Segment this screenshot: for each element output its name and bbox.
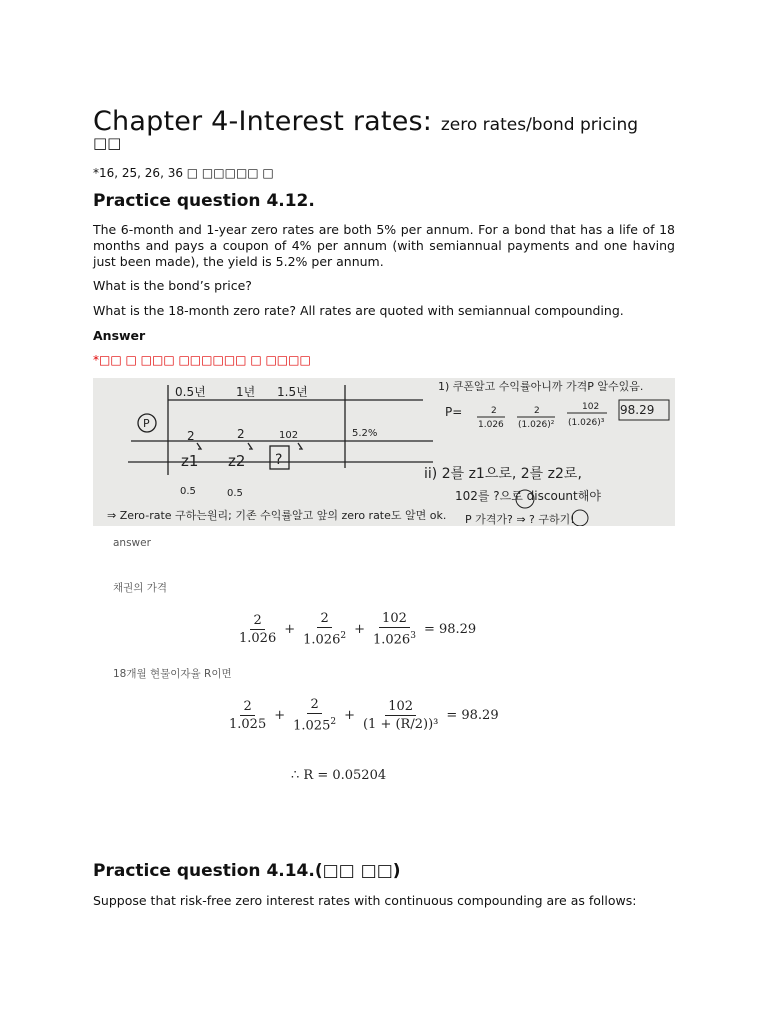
chapter-title-main: Chapter 4-Interest rates: <box>93 106 441 137</box>
caption-answer: answer <box>113 537 151 549</box>
svg-text:1.026: 1.026 <box>478 420 504 430</box>
formula1-result: = 98.29 <box>423 621 477 637</box>
hw-z2-value: 0.5 <box>227 488 243 499</box>
hw-yield: 5.2% <box>352 428 378 439</box>
formula2-term-1: $\frac{2}{1.025}$ <box>229 698 267 732</box>
chapter-title-line2: □□ <box>93 134 122 152</box>
zero-rate-result: ∴ R = 0.05204 <box>291 768 387 783</box>
hw-header-2: 1년 <box>236 385 256 399</box>
hw-right-line4: P 가격가? ⇒ ? 구하기! <box>465 513 575 526</box>
red-note: *□□ □ □□□ □□□□□□ □ □□□□ <box>93 353 311 367</box>
formula1-term-1: $\frac{2}{1.026}$ <box>239 612 277 646</box>
formula2-result: = 98.29 <box>446 707 499 723</box>
caption-bond-price: 채권의 가격 <box>113 582 168 594</box>
formula2-term-2: $\frac{2}{1.025^2}$ <box>293 697 337 734</box>
hw-coupon-2: 2 <box>237 427 245 441</box>
hw-header-3: 1.5년 <box>277 385 308 399</box>
hw-right-line1: 1) 쿠폰알고 수익률아니까 가격P 알수있음. <box>438 380 644 393</box>
formula1-term-3: $\frac{102}{1.026^3}$ <box>372 611 416 648</box>
hw-right-formula-result: 98.29 <box>620 403 655 417</box>
caption-zero-rate: 18개월 현물이자율 R이면 <box>113 668 232 680</box>
answer-label: Answer <box>93 328 146 343</box>
question-paragraph-zero-rate: What is the 18-month zero rate? All rates are quoted with semiannual compounding. <box>93 303 624 318</box>
bond-price-formula: $\frac{2}{1.026}$ + $\frac{2}{1.026^2}$ + $\frac{102}{1.026^3}$ = 98.29 <box>239 611 477 648</box>
hw-header-1: 0.5년 <box>175 385 206 399</box>
chapter-title-sub: zero rates/bond pricing <box>440 115 639 135</box>
handwritten-notes-image <box>93 378 675 526</box>
hw-z2: z2 <box>228 452 246 470</box>
formula1-term-2: $\frac{2}{1.026^2}$ <box>303 611 347 648</box>
svg-text:2: 2 <box>534 406 540 416</box>
svg-text:(1.026)²: (1.026)² <box>518 420 555 430</box>
hw-right-line3: 102를 ?으로 discount해야 <box>455 489 601 503</box>
question-paragraph: The 6-month and 1-year zero rates are both 5% per annum. For a bond that has a life of 18 months and pays a coupon of 4% per annum (with semiannual payments and one having just been made), the yield is 5.2% per annum. <box>93 222 675 269</box>
question-paragraph-price: What is the bond’s price? <box>93 278 252 293</box>
question-4-14-paragraph: Suppose that risk-free zero interest rates with continuous compounding are as follows: <box>93 893 637 908</box>
question-heading-4-12: Practice question 4.12. <box>93 191 315 211</box>
hw-z1: z1 <box>181 452 199 470</box>
svg-text:102: 102 <box>582 402 600 412</box>
chapter-title <box>93 100 675 138</box>
hw-coupon-3: 102 <box>279 430 299 441</box>
svg-text:(1.026)³: (1.026)³ <box>568 418 605 428</box>
svg-text:2: 2 <box>491 406 497 416</box>
hw-right-formula-label: P= <box>445 405 463 419</box>
hw-bottom-note: ⇒ Zero-rate 구하는원리; 기존 수익률알고 앞의 zero rate도 알면 ok. <box>107 509 447 522</box>
formula2-term-3: $\frac{102}{\text{(1 + (R/2))³}}$ <box>362 698 439 732</box>
question-heading-4-14: Practice question 4.14.(□□ □□) <box>93 861 401 881</box>
homework-note: *16, 25, 26, 36 □ □□□□□ □ <box>93 166 274 180</box>
hw-coupon-1: 2 <box>187 429 195 443</box>
zero-rate-formula: $\frac{2}{1.025}$ + $\frac{2}{1.025^2}$ + $\frac{102}{\text{(1 + (R/2))³}}$ = 98.29 <box>229 697 499 734</box>
hw-z-question: ? <box>275 452 283 468</box>
hw-right-line2: ii) 2를 z1으로, 2를 z2로, <box>424 466 582 482</box>
hw-circle-p: P <box>143 417 150 430</box>
hw-z1-value: 0.5 <box>180 486 196 497</box>
